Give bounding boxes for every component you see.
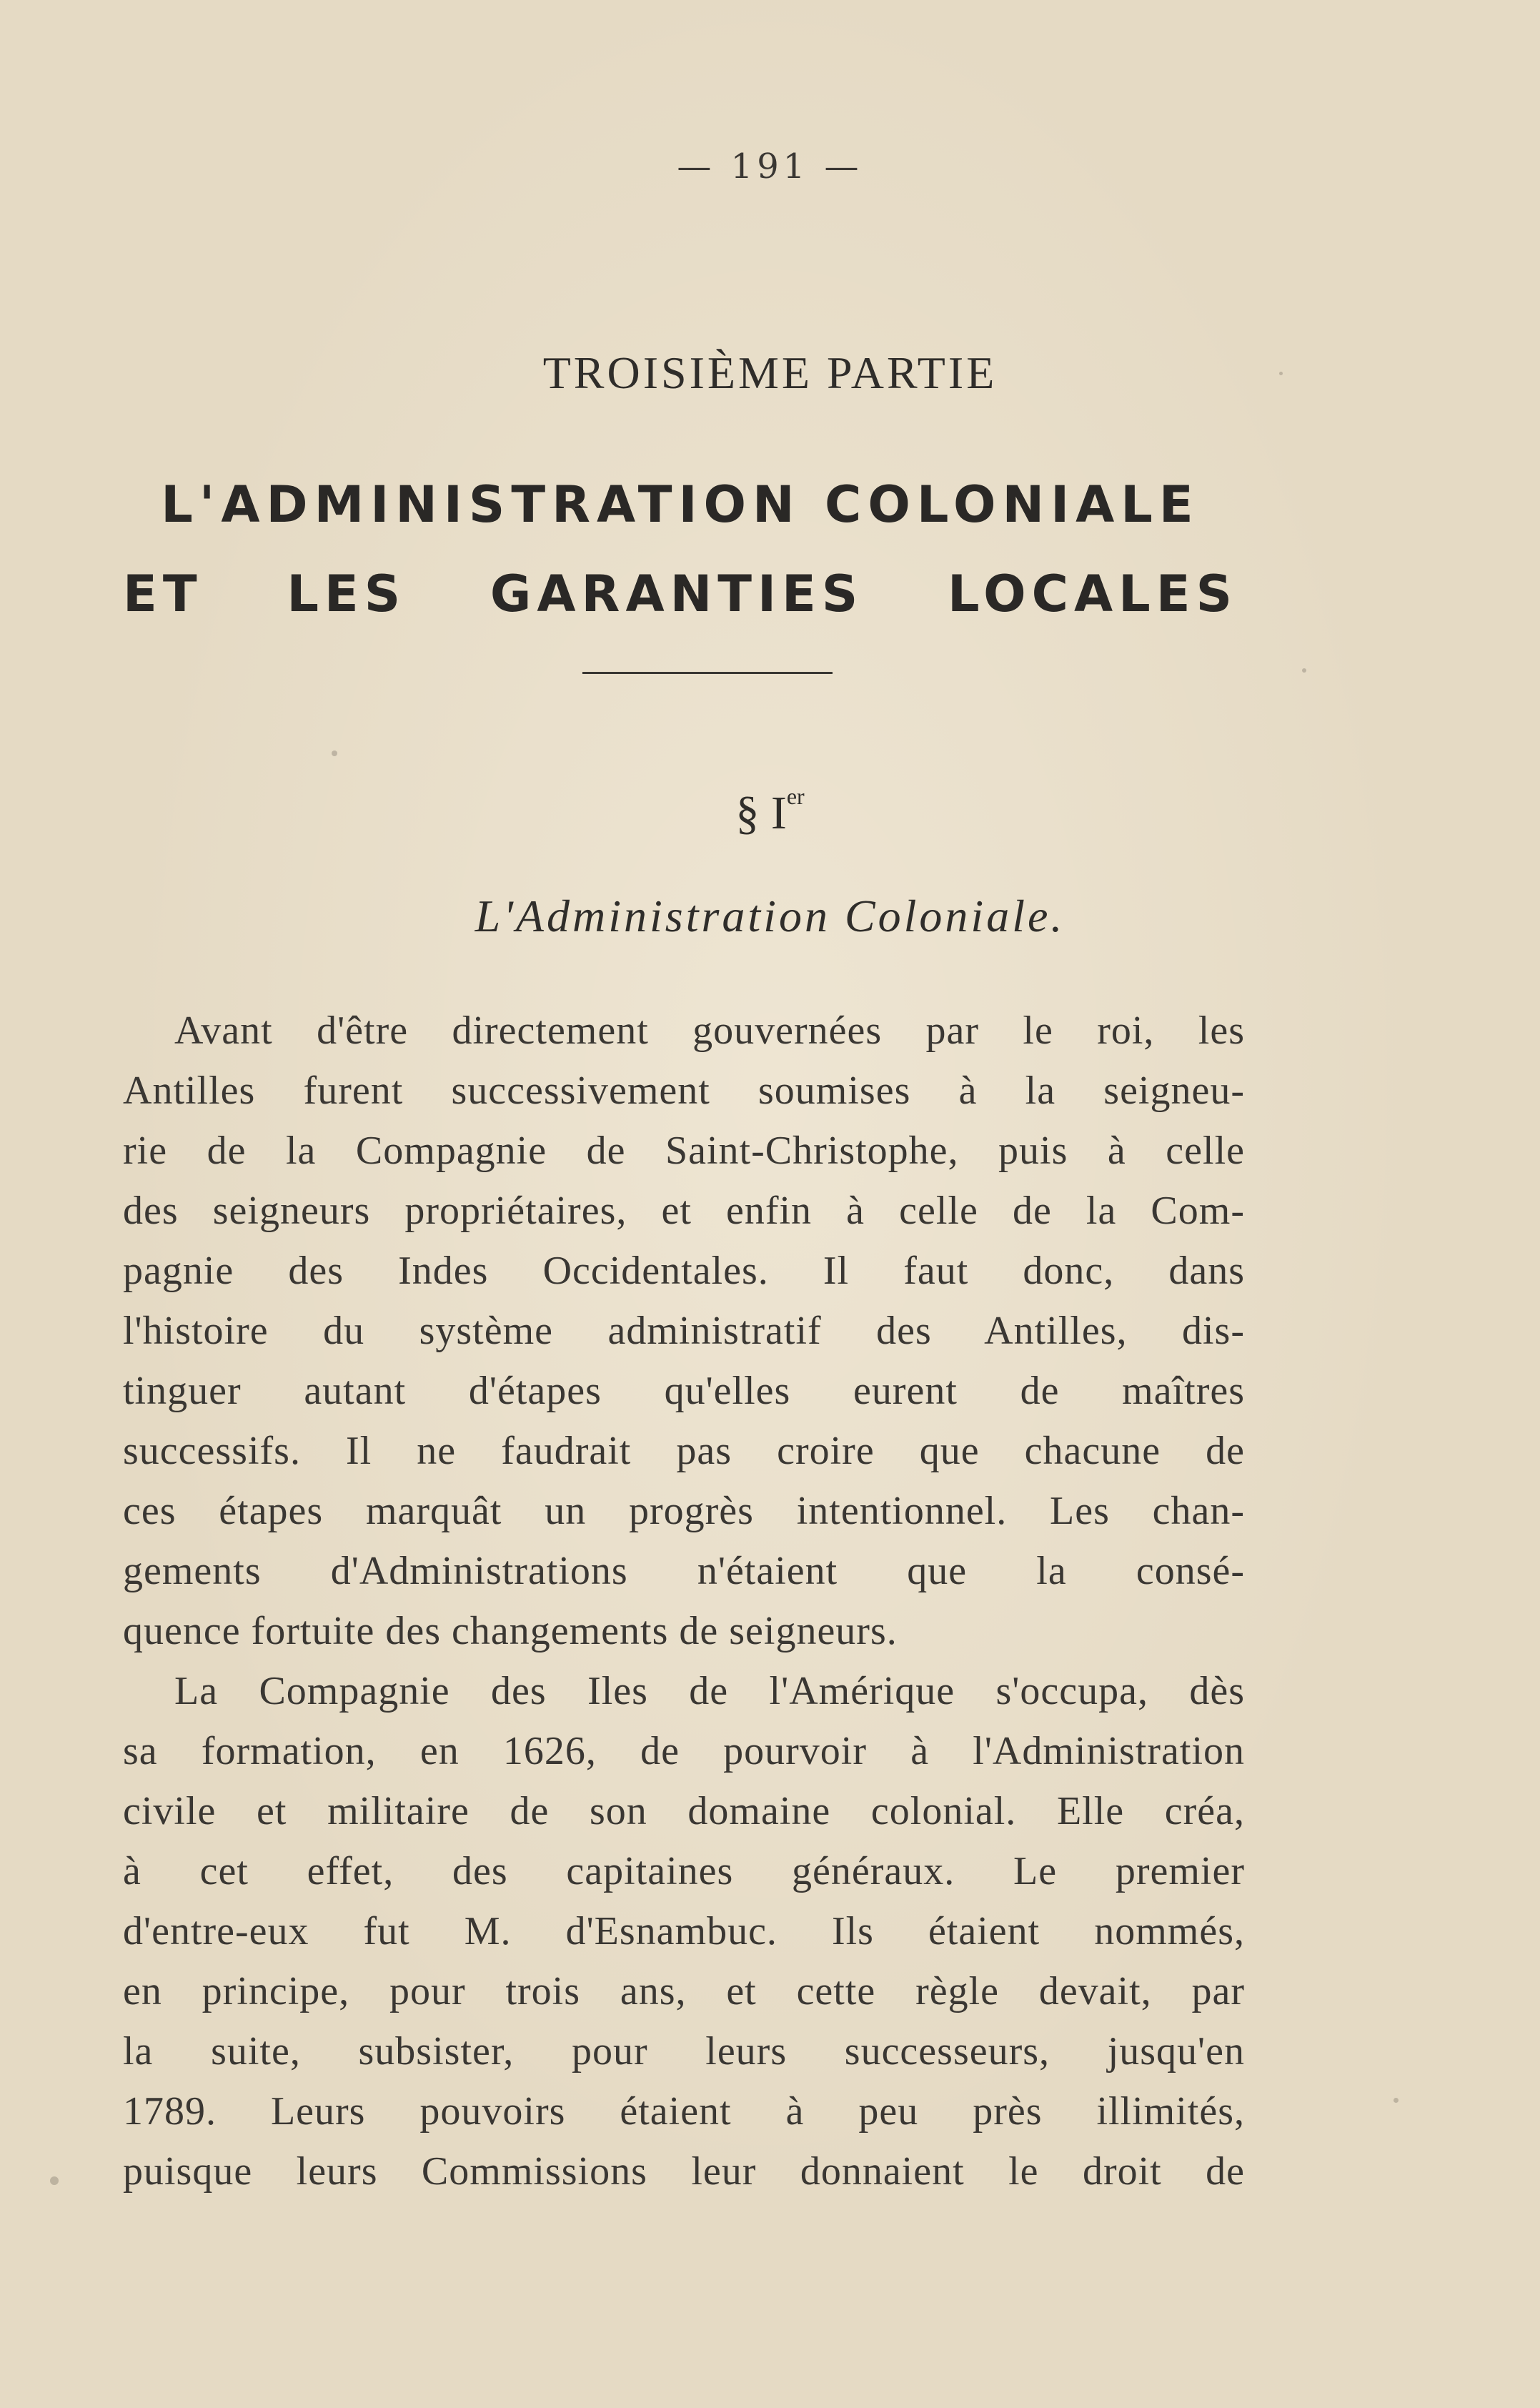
section-title: L'Administration Coloniale. [475, 891, 1065, 941]
text-line: rie de la Compagnie de Saint-Christophe, puis à celle [123, 1129, 1245, 1173]
section-heading [0, 783, 1540, 841]
text-line: 1789. Leurs pouvoirs étaient à peu près illimités, [123, 2089, 1245, 2134]
section-mark: § I [735, 787, 787, 839]
paper-speck [50, 2176, 59, 2185]
text-line: en principe, pour trois ans, et cette règle devait, par [123, 1969, 1245, 2013]
part-title: TROISIÈME PARTIE [542, 347, 998, 398]
text-line: tinguer autant d'étapes qu'elles eurent de maîtres [123, 1369, 1245, 1413]
text-line: pagnie des Indes Occidentales. Il faut donc, dans [123, 1249, 1245, 1293]
main-title-line-1: L'ADMINISTRATION COLONIALE [161, 475, 1200, 534]
title-divider [582, 672, 833, 674]
paragraph-1 [123, 1001, 1245, 1661]
text-line: quence fortuite des changements de seigneurs. [123, 1609, 898, 1653]
text-line: Antilles furent successivement soumises à la seigneu- [123, 1069, 1245, 1113]
paragraph-2 [123, 1661, 1245, 2201]
paper-speck [1279, 372, 1283, 375]
paper-speck [1394, 2098, 1399, 2103]
body-text [123, 1001, 1245, 2201]
text-line: sa formation, en 1626, de pourvoir à l'Administration [123, 1729, 1245, 1773]
text-line: successifs. Il ne faudrait pas croire que chacune de [123, 1429, 1245, 1473]
text-line: civile et militaire de son domaine colonial. Elle créa, [123, 1789, 1245, 1833]
text-line: gements d'Administrations n'étaient que la consé- [123, 1549, 1245, 1593]
text-line: la suite, subsister, pour leurs successeurs, jusqu'en [123, 2029, 1245, 2073]
text-line: l'histoire du système administratif des Antilles, dis- [123, 1309, 1245, 1353]
text-line: puisque leurs Commissions leur donnaient le droit de [123, 2149, 1245, 2194]
main-title-line-2: ET LES GARANTIES LOCALES [123, 565, 1238, 623]
section-mark-superscript: er [786, 783, 805, 809]
paper-speck [332, 750, 337, 756]
page-number: — 191 — [677, 147, 863, 187]
text-line: d'entre-eux fut M. d'Esnambuc. Ils étaient nommés, [123, 1909, 1245, 1953]
paper-speck [1302, 668, 1306, 673]
text-line: ces étapes marquât un progrès intentionnel. Les chan- [123, 1489, 1245, 1533]
text-line: à cet effet, des capitaines généraux. Le premier [123, 1849, 1245, 1893]
text-line: La Compagnie des Iles de l'Amérique s'occupa, dès [174, 1669, 1245, 1713]
text-line: Avant d'être directement gouvernées par le roi, les [174, 1009, 1245, 1053]
text-line: des seigneurs propriétaires, et enfin à celle de la Com- [123, 1189, 1245, 1233]
